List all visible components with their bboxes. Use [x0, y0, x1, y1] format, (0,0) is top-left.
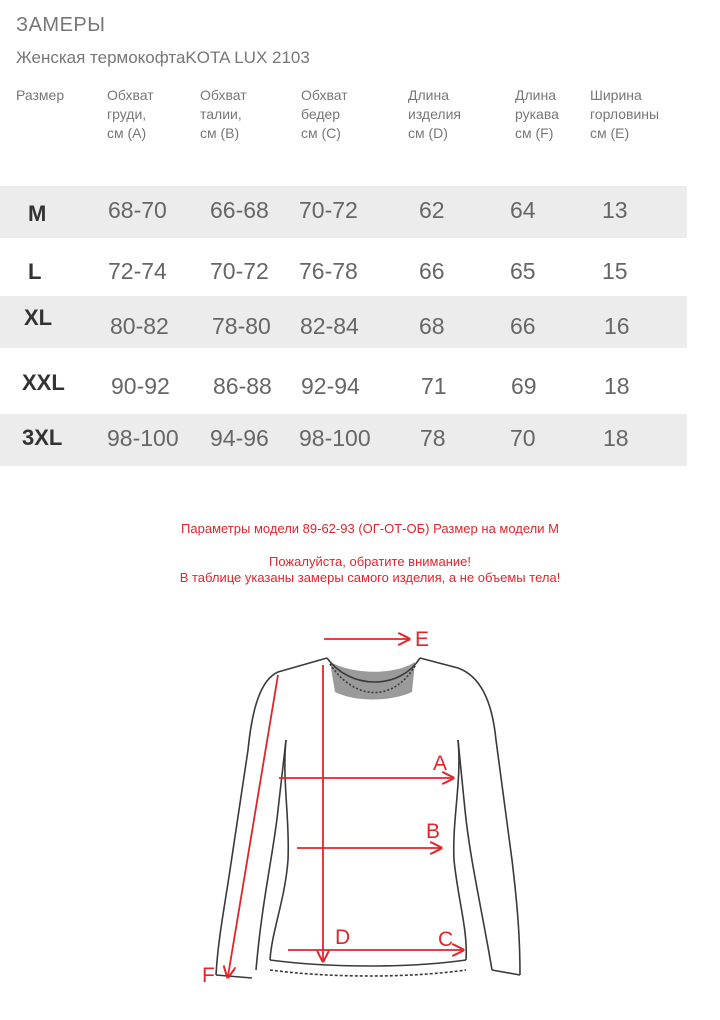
neck-value: 18	[604, 373, 630, 399]
header-size: Размер	[16, 87, 65, 103]
table-row	[0, 244, 687, 296]
header-hips: Обхват бедер см (C)	[301, 87, 348, 141]
size-label: XXL	[22, 370, 65, 395]
chest-value: 72-74	[108, 258, 167, 284]
size-label: XL	[24, 305, 53, 330]
length-value: 71	[421, 373, 447, 399]
table-row	[0, 356, 687, 408]
waist-value: 66-68	[210, 197, 269, 223]
table-row	[0, 186, 687, 238]
garment-diagram	[190, 620, 540, 1005]
neck-value: 15	[602, 258, 628, 284]
waist-value: 86-88	[213, 373, 272, 399]
waist-value: 94-96	[210, 425, 269, 451]
model-params-note: Параметры модели 89-62-93 (ОГ-ОТ-ОБ) Размер на модели М	[181, 521, 559, 536]
sleeve-value: 64	[510, 197, 536, 223]
page-title: ЗАМЕРЫ	[16, 14, 106, 36]
neck-back-shape	[330, 662, 415, 700]
label-f: F	[202, 964, 215, 987]
length-value: 68	[419, 313, 445, 339]
product-subtitle: Женская термокофтаKOTA LUX 2103	[16, 48, 310, 67]
label-e: E	[415, 628, 430, 651]
notice-heading: Пожалуйста, обратите внимание!	[269, 554, 471, 569]
length-value: 78	[420, 425, 446, 451]
hips-value: 92-94	[301, 373, 360, 399]
label-c: C	[438, 928, 454, 951]
neck-value: 13	[602, 197, 628, 223]
neck-value: 18	[603, 425, 629, 451]
waist-value: 78-80	[212, 313, 271, 339]
sleeve-value: 69	[511, 373, 537, 399]
hips-value: 70-72	[299, 197, 358, 223]
label-d: D	[335, 926, 351, 949]
waist-value: 70-72	[210, 258, 269, 284]
neck-value: 16	[604, 313, 630, 339]
chest-value: 80-82	[110, 313, 169, 339]
sleeve-value: 70	[510, 425, 536, 451]
chest-value: 90-92	[111, 373, 170, 399]
chest-value: 68-70	[108, 197, 167, 223]
length-value: 62	[419, 197, 445, 223]
header-waist: Обхват талии, см (B)	[200, 87, 247, 141]
table-row	[0, 296, 687, 348]
header-length: Длина изделия см (D)	[408, 87, 461, 141]
size-label: M	[28, 201, 47, 226]
sleeve-value: 65	[510, 258, 536, 284]
hips-value: 98-100	[299, 425, 371, 451]
notice-text: В таблице указаны замеры самого изделия, а не объемы тела!	[179, 570, 561, 585]
chest-value: 98-100	[107, 425, 179, 451]
sleeve-value: 66	[510, 313, 536, 339]
header-sleeve: Длина рукава см (F)	[515, 87, 559, 141]
hips-value: 82-84	[300, 313, 359, 339]
header-neck: Ширина горловины см (E)	[590, 87, 660, 141]
length-value: 66	[419, 258, 445, 284]
size-label: L	[28, 259, 42, 284]
shirt-outline	[216, 658, 520, 978]
hips-value: 76-78	[299, 258, 358, 284]
table-row	[0, 414, 687, 466]
header-chest: Обхват груди, см (A)	[107, 87, 154, 141]
size-label: 3XL	[22, 425, 63, 450]
label-b: B	[426, 820, 441, 843]
label-a: A	[433, 752, 448, 775]
